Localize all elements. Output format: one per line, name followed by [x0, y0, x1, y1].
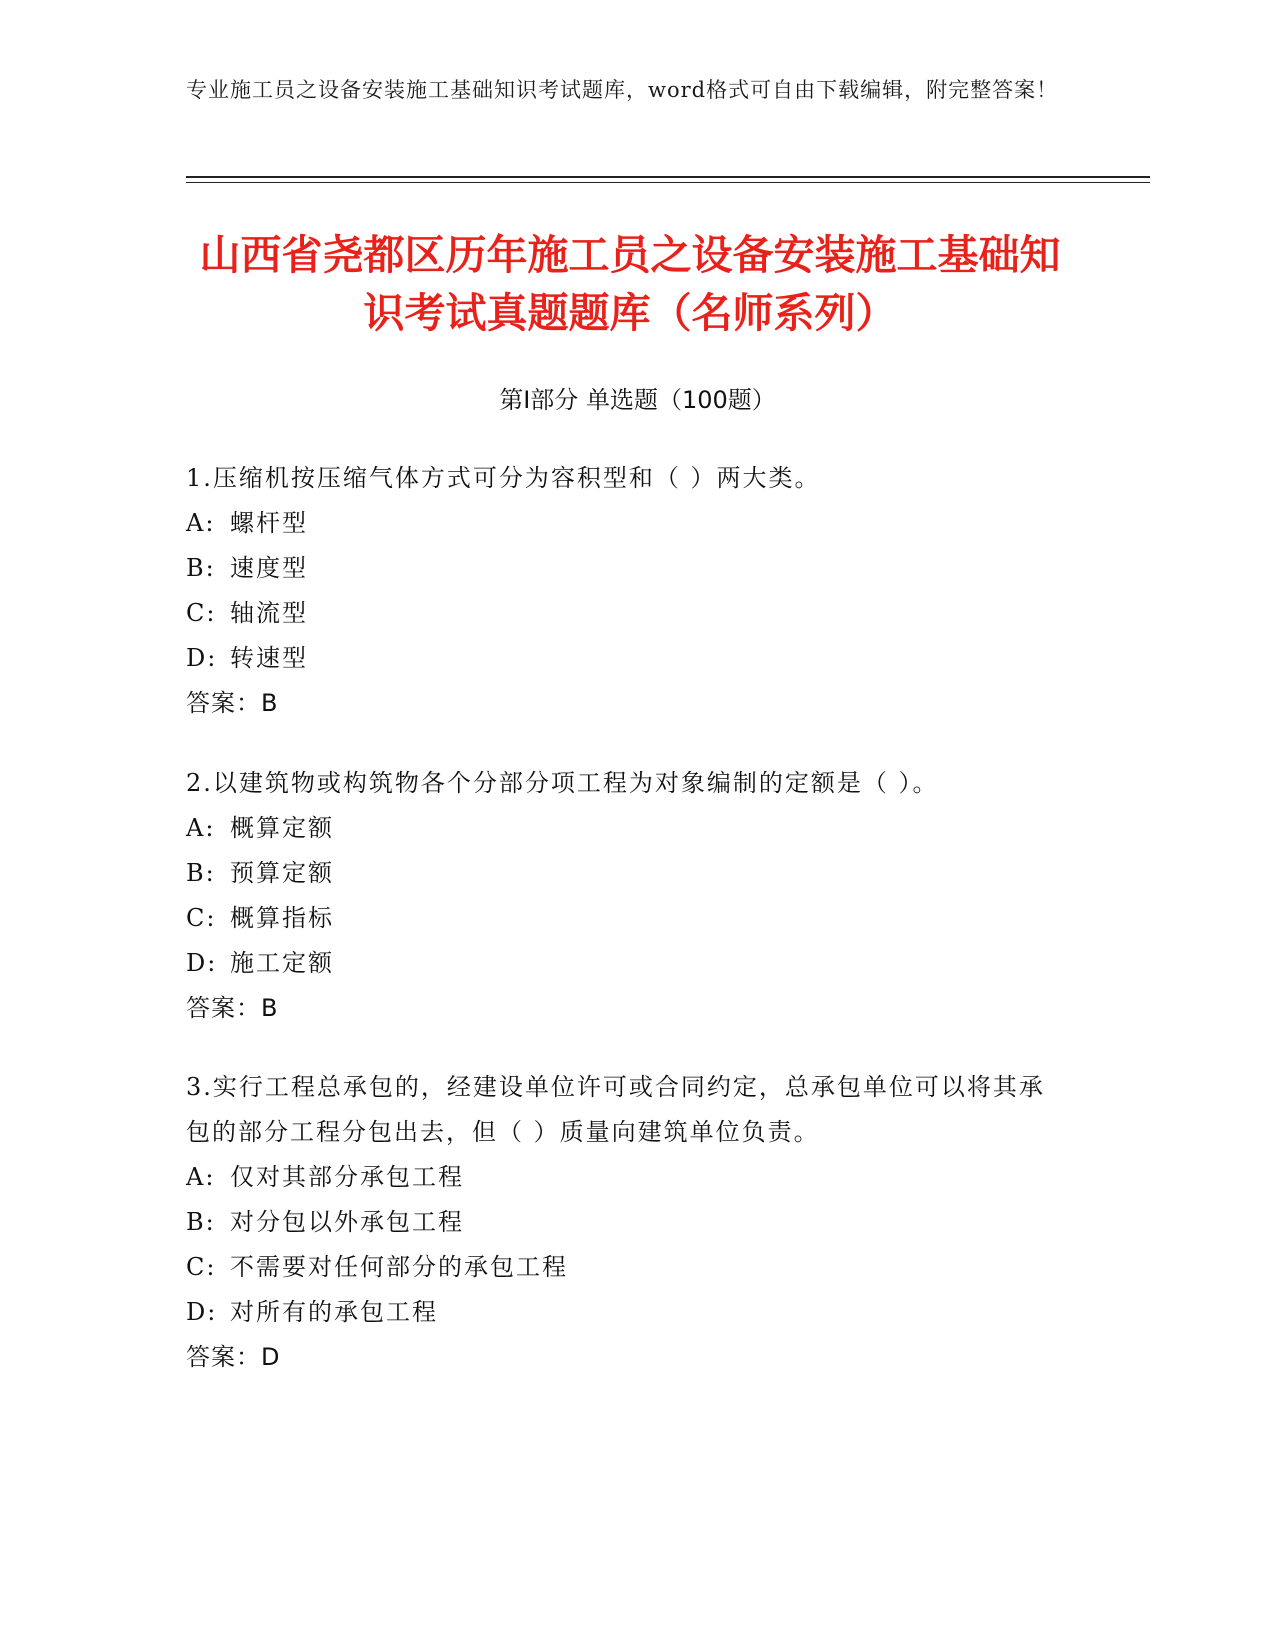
- option-text: 螺杆型: [230, 509, 308, 537]
- question-1: [186, 456, 1066, 726]
- option-a: [186, 1155, 1066, 1200]
- question-2: [186, 761, 1066, 1031]
- option-key: C:: [186, 1253, 217, 1281]
- option-key: A:: [186, 1163, 216, 1191]
- option-key: A:: [186, 814, 216, 842]
- option-b: [186, 851, 1066, 896]
- option-d: [186, 1290, 1066, 1335]
- option-key: D:: [186, 644, 218, 672]
- header-divider-thin: [186, 182, 1150, 183]
- option-text: 对分包以外承包工程: [230, 1208, 464, 1236]
- question-stem: 3.实行工程总承包的，经建设单位许可或合同约定，总承包单位可以将其承包的部分工程分包出去，但（ ）质量向建筑单位负责。: [186, 1073, 1045, 1146]
- option-d: [186, 636, 1066, 681]
- option-text: 预算定额: [230, 859, 334, 887]
- option-key: B:: [186, 859, 216, 887]
- option-d: [186, 941, 1066, 986]
- section-heading: 第I部分 单选题（100题）: [499, 386, 776, 414]
- option-text: 转速型: [230, 644, 308, 672]
- option-key: C:: [186, 599, 217, 627]
- option-b: [186, 546, 1066, 591]
- option-text: 概算定额: [230, 814, 334, 842]
- option-key: C:: [186, 904, 217, 932]
- option-a: [186, 501, 1066, 546]
- option-a: [186, 806, 1066, 851]
- option-c: [186, 591, 1066, 636]
- option-text: 施工定额: [230, 949, 334, 977]
- question-3: [186, 1065, 1066, 1380]
- option-text: 轴流型: [230, 599, 308, 627]
- header-divider-thick: [186, 176, 1150, 178]
- option-key: B:: [186, 1208, 216, 1236]
- option-text: 对所有的承包工程: [230, 1298, 438, 1326]
- option-text: 速度型: [230, 554, 308, 582]
- option-b: [186, 1200, 1066, 1245]
- option-text: 概算指标: [230, 904, 334, 932]
- option-c: [186, 1245, 1066, 1290]
- answer-line: 答案：D: [186, 1343, 281, 1371]
- option-text: 不需要对任何部分的承包工程: [230, 1253, 568, 1281]
- question-stem: 2.以建筑物或构筑物各个分部分项工程为对象编制的定额是（ ）。: [186, 769, 939, 797]
- option-c: [186, 896, 1066, 941]
- option-text: 仅对其部分承包工程: [230, 1163, 464, 1191]
- answer-line: 答案：B: [186, 689, 279, 717]
- question-stem: 1.压缩机按压缩气体方式可分为容积型和（ ）两大类。: [186, 464, 821, 492]
- option-key: D:: [186, 949, 218, 977]
- answer-line: 答案：B: [186, 994, 279, 1022]
- option-key: A:: [186, 509, 216, 537]
- document-title: 山西省尧都区历年施工员之设备安装施工基础知识考试真题题库（名师系列）: [199, 231, 1061, 337]
- option-key: D:: [186, 1298, 218, 1326]
- header-note: 专业施工员之设备安装施工基础知识考试题库，word格式可自由下载编辑，附完整答案！: [186, 78, 1059, 102]
- option-key: B:: [186, 554, 216, 582]
